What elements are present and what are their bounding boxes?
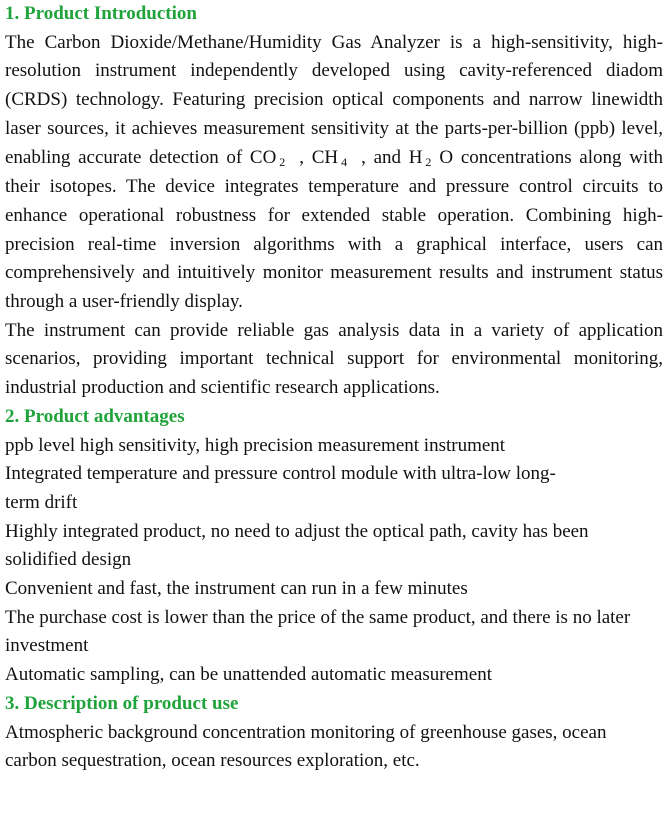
advantage-item: Automatic sampling, can be unattended automatic measurement [5, 664, 492, 686]
advantage-item: The purchase cost is lower than the price of the same product, and there is no later investment [5, 606, 631, 657]
section-heading-product-use: 3. Description of product use [5, 692, 239, 714]
ch4-subscript: 4 [341, 154, 348, 169]
product-use-text: Atmospheric background concentration monitoring of greenhouse gases, ocean carbon sequestration, ocean resources exploration, etc. [5, 721, 607, 772]
section-heading-product-introduction: 1. Product Introduction [5, 3, 197, 24]
separator-h: , and H [361, 146, 423, 168]
advantage-item: Highly integrated product, no need to adjust the optical path, cavity has been solidified design [5, 520, 589, 571]
separator-ch: , CH [299, 146, 339, 168]
advantage-item: Integrated temperature and pressure control module with ultra-low long-term drift [5, 463, 556, 513]
document [5, 0, 663, 776]
advantage-item: ppb level high sensitivity, high precision measurement instrument [5, 434, 506, 456]
intro-paragraph-1 [5, 29, 663, 317]
h2o-subscript: 2 [425, 154, 432, 169]
intro-text-part-2: O concentrations along with their isotopes. The device integrates temperature and pressure control circuits to enhance operational robustness for extended stable operation. Combining high-precision real-time inversion algorithms with a graphical interface, users can comprehensively and intuitively monitor measurement results and instrument status through a user-friendly display. [5, 146, 663, 313]
advantage-item: Convenient and fast, the instrument can run in a few minutes [5, 578, 468, 600]
section-heading-product-advantages: 2. Product advantages [5, 405, 185, 427]
intro-text-part-1: The Carbon Dioxide/Methane/Humidity Gas Analyzer is a high-sensitivity, high-resolution instrument independently developed using cavity-referenced diadom (CRDS) technology. Featuring precision optical components and narrow linewidth laser sources, it achieves measurement sensitivity at the parts-per-billion (ppb) level, enabling accurate detection of CO [5, 31, 663, 168]
intro-paragraph-2: The instrument can provide reliable gas analysis data in a variety of application scenarios, providing important technical support for environmental monitoring, industrial production and scientific research applications. [5, 319, 663, 399]
co2-subscript: 2 [279, 154, 286, 169]
